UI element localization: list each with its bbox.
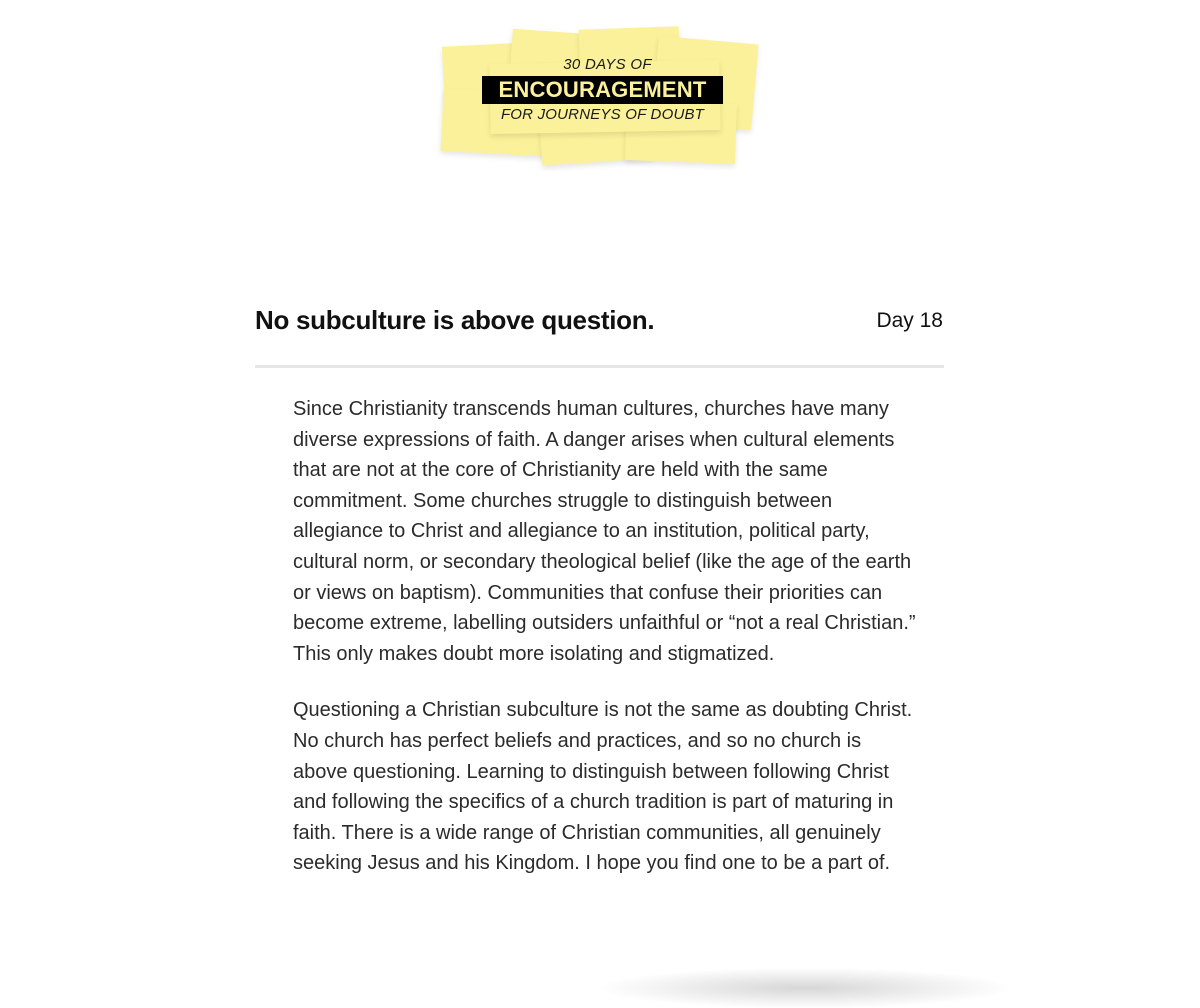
logo-tagline-bottom: FOR JOURNEYS OF DOUBT (500, 106, 705, 123)
footer-shadow (600, 968, 1010, 1008)
paragraph: Since Christianity transcends human cultures, churches have many diverse expressions of faith. A danger arises when cultural elements that are not at the core of Christianity are held with the same commitment. Some churches struggle to distinguish between allegiance to Christ and allegiance to an institution, political party, cultural norm, or secondary theological belief (like the age of the earth or views on baptism). Communities that confuse their priorities can become extreme, labelling outsiders unfaithful or “not a real Christian.” This only makes doubt more isolating and stigmatized. (293, 398, 916, 665)
site-logo (430, 22, 775, 182)
paragraph: Questioning a Christian subculture is not the same as doubting Christ. No church has perfect beliefs and practices, and so no church is above questioning. Learning to distinguish between following Christ and following the specifics of a church tradition is part of maturing in faith. There is a wide range of Christian communities, all genuinely seeking Jesus and his Kingdom. I hope you find one to be a part of. (293, 699, 913, 875)
day-label: Day 18 (876, 309, 943, 332)
page-title: No subculture is above question. (255, 305, 655, 335)
logo-tagline-top: 30 DAYS OF (563, 56, 652, 73)
divider (255, 365, 944, 368)
article-body (293, 394, 918, 905)
logo-wordmark: ENCOURAGEMENT (482, 76, 723, 104)
